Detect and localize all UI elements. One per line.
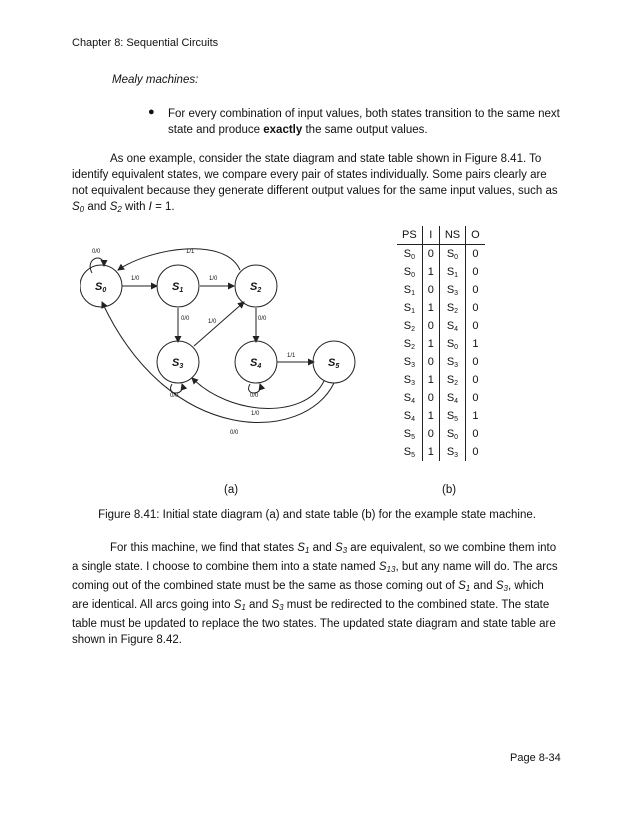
cell-ps: S5 <box>403 445 415 459</box>
table-row <box>397 299 485 317</box>
bullet-marker: ● <box>148 106 155 118</box>
cell-ps: S4 <box>403 391 415 405</box>
arc-label-s3-self: 0/0 <box>170 393 179 399</box>
cell-i: 0 <box>422 425 439 443</box>
cell-i: 1 <box>422 443 439 461</box>
cell-i: 1 <box>422 371 439 389</box>
arc-label-s1-s2: 1/0 <box>209 276 218 282</box>
table-header-row <box>397 226 485 245</box>
cell-ps: S2 <box>403 337 415 351</box>
section-heading: Mealy machines: <box>112 74 199 86</box>
cell-o: 0 <box>466 299 485 317</box>
cell-i: 1 <box>422 407 439 425</box>
label-a: (a) <box>224 484 239 496</box>
cell-o: 1 <box>466 335 485 353</box>
cell-ps: S0 <box>403 247 415 261</box>
arc-label-s2-s4: 0/0 <box>258 316 267 322</box>
col-ns: NS <box>439 226 465 245</box>
arc-label-s5-s0: 0/0 <box>230 430 239 436</box>
cell-ps: S2 <box>403 319 415 333</box>
table-row <box>397 407 485 425</box>
cell-ns: S2 <box>439 371 465 389</box>
table-row <box>397 425 485 443</box>
page-header: Chapter 8: Sequential Circuits <box>72 37 219 49</box>
paragraph-combine: For this machine, we find that states $S_1$ and $S_3$ are equivalent, so we combine them into a single state. I choose to combine them into a state named $S_{13}$, but any name will do. The arcs coming out of the combined state must be the same as those coming out of $S_1$ and $S_3$, which are identical. All arcs going into $S_1$ and $S_3$ must be redirected to the combined state. The state table must be updated to replace the two states. The updated state diagram and state table are shown in Figure 8.42. <box>72 542 558 646</box>
arc-label-s1-s3: 0/0 <box>181 316 190 322</box>
arc-label-s5-s3: 1/0 <box>251 411 260 417</box>
cell-o: 0 <box>466 353 485 371</box>
table-row <box>397 371 485 389</box>
state-label-s1: S1 <box>172 281 184 294</box>
cell-ns: S0 <box>439 425 465 443</box>
cell-o: 0 <box>466 317 485 335</box>
col-i: I <box>422 226 439 245</box>
arc-label-s0-self: 0/0 <box>92 249 101 255</box>
table-row <box>397 245 485 264</box>
cell-i: 1 <box>422 299 439 317</box>
arc-label-s2-s0: 1/1 <box>186 249 195 255</box>
state-label-s0: S0 <box>95 281 107 294</box>
cell-ps: S1 <box>403 283 415 297</box>
figure-caption: Figure 8.41: Initial state diagram (a) and state table (b) for the example state machine. <box>98 509 536 521</box>
table-row <box>397 335 485 353</box>
cell-o: 1 <box>466 407 485 425</box>
state-label-s4: S4 <box>250 357 262 370</box>
arc-s3-s2 <box>194 302 244 346</box>
cell-o: 0 <box>466 443 485 461</box>
table-row <box>397 263 485 281</box>
arc-label-s3-s2: 1/0 <box>208 319 217 325</box>
cell-ps: S3 <box>403 373 415 387</box>
cell-i: 0 <box>422 353 439 371</box>
cell-o: 0 <box>466 371 485 389</box>
cell-ns: S1 <box>439 263 465 281</box>
cell-ps: S3 <box>403 355 415 369</box>
arc-label-s4-s5: 1/1 <box>287 353 296 359</box>
cell-ns: S3 <box>439 281 465 299</box>
arc-s4-self <box>249 384 261 393</box>
cell-ps: S1 <box>403 301 415 315</box>
cell-ns: S4 <box>439 389 465 407</box>
cell-o: 0 <box>466 281 485 299</box>
state-label-s2: S2 <box>250 281 262 294</box>
cell-i: 0 <box>422 281 439 299</box>
cell-i: 1 <box>422 335 439 353</box>
cell-o: 0 <box>466 425 485 443</box>
cell-ps: S0 <box>403 265 415 279</box>
table-row <box>397 281 485 299</box>
table-row <box>397 353 485 371</box>
cell-i: 1 <box>422 263 439 281</box>
table-row <box>397 389 485 407</box>
cell-o: 0 <box>466 245 485 264</box>
cell-ns: S3 <box>439 443 465 461</box>
col-o: O <box>466 226 485 245</box>
arc-label-s0-s1: 1/0 <box>131 276 140 282</box>
state-label-s5: S5 <box>328 357 340 370</box>
table-row <box>397 317 485 335</box>
cell-i: 0 <box>422 389 439 407</box>
cell-ns: S2 <box>439 299 465 317</box>
cell-i: 0 <box>422 317 439 335</box>
cell-o: 0 <box>466 263 485 281</box>
paragraph-intro: As one example, consider the state diagram and state table shown in Figure 8.41. To identify equivalent states, we compare every pair of states individually. Some pairs clearly are not equivalent because they generate different output values for the same input values, such as $S_0$ and $S_2$ with I = 1. <box>72 153 558 214</box>
cell-ps: S4 <box>403 409 415 423</box>
state-label-s3: S3 <box>172 357 184 370</box>
col-ps: PS <box>397 226 422 245</box>
cell-ns: S3 <box>439 353 465 371</box>
page-number: Page 8-34 <box>510 752 561 764</box>
cell-i: 0 <box>422 245 439 264</box>
arc-label-s4-self: 0/0 <box>250 393 259 399</box>
table-row <box>397 443 485 461</box>
arc-s2-s0 <box>118 249 240 270</box>
label-b: (b) <box>442 484 457 496</box>
state-table <box>397 226 485 461</box>
cell-o: 0 <box>466 389 485 407</box>
cell-ps: S5 <box>403 427 415 441</box>
cell-ns: S0 <box>439 245 465 264</box>
cell-ns: S5 <box>439 407 465 425</box>
bullet-item: For every combination of input values, both states transition to the same next state and produce exactly the same output values. <box>168 108 560 136</box>
cell-ns: S0 <box>439 335 465 353</box>
cell-ns: S4 <box>439 317 465 335</box>
state-diagram <box>80 238 370 443</box>
